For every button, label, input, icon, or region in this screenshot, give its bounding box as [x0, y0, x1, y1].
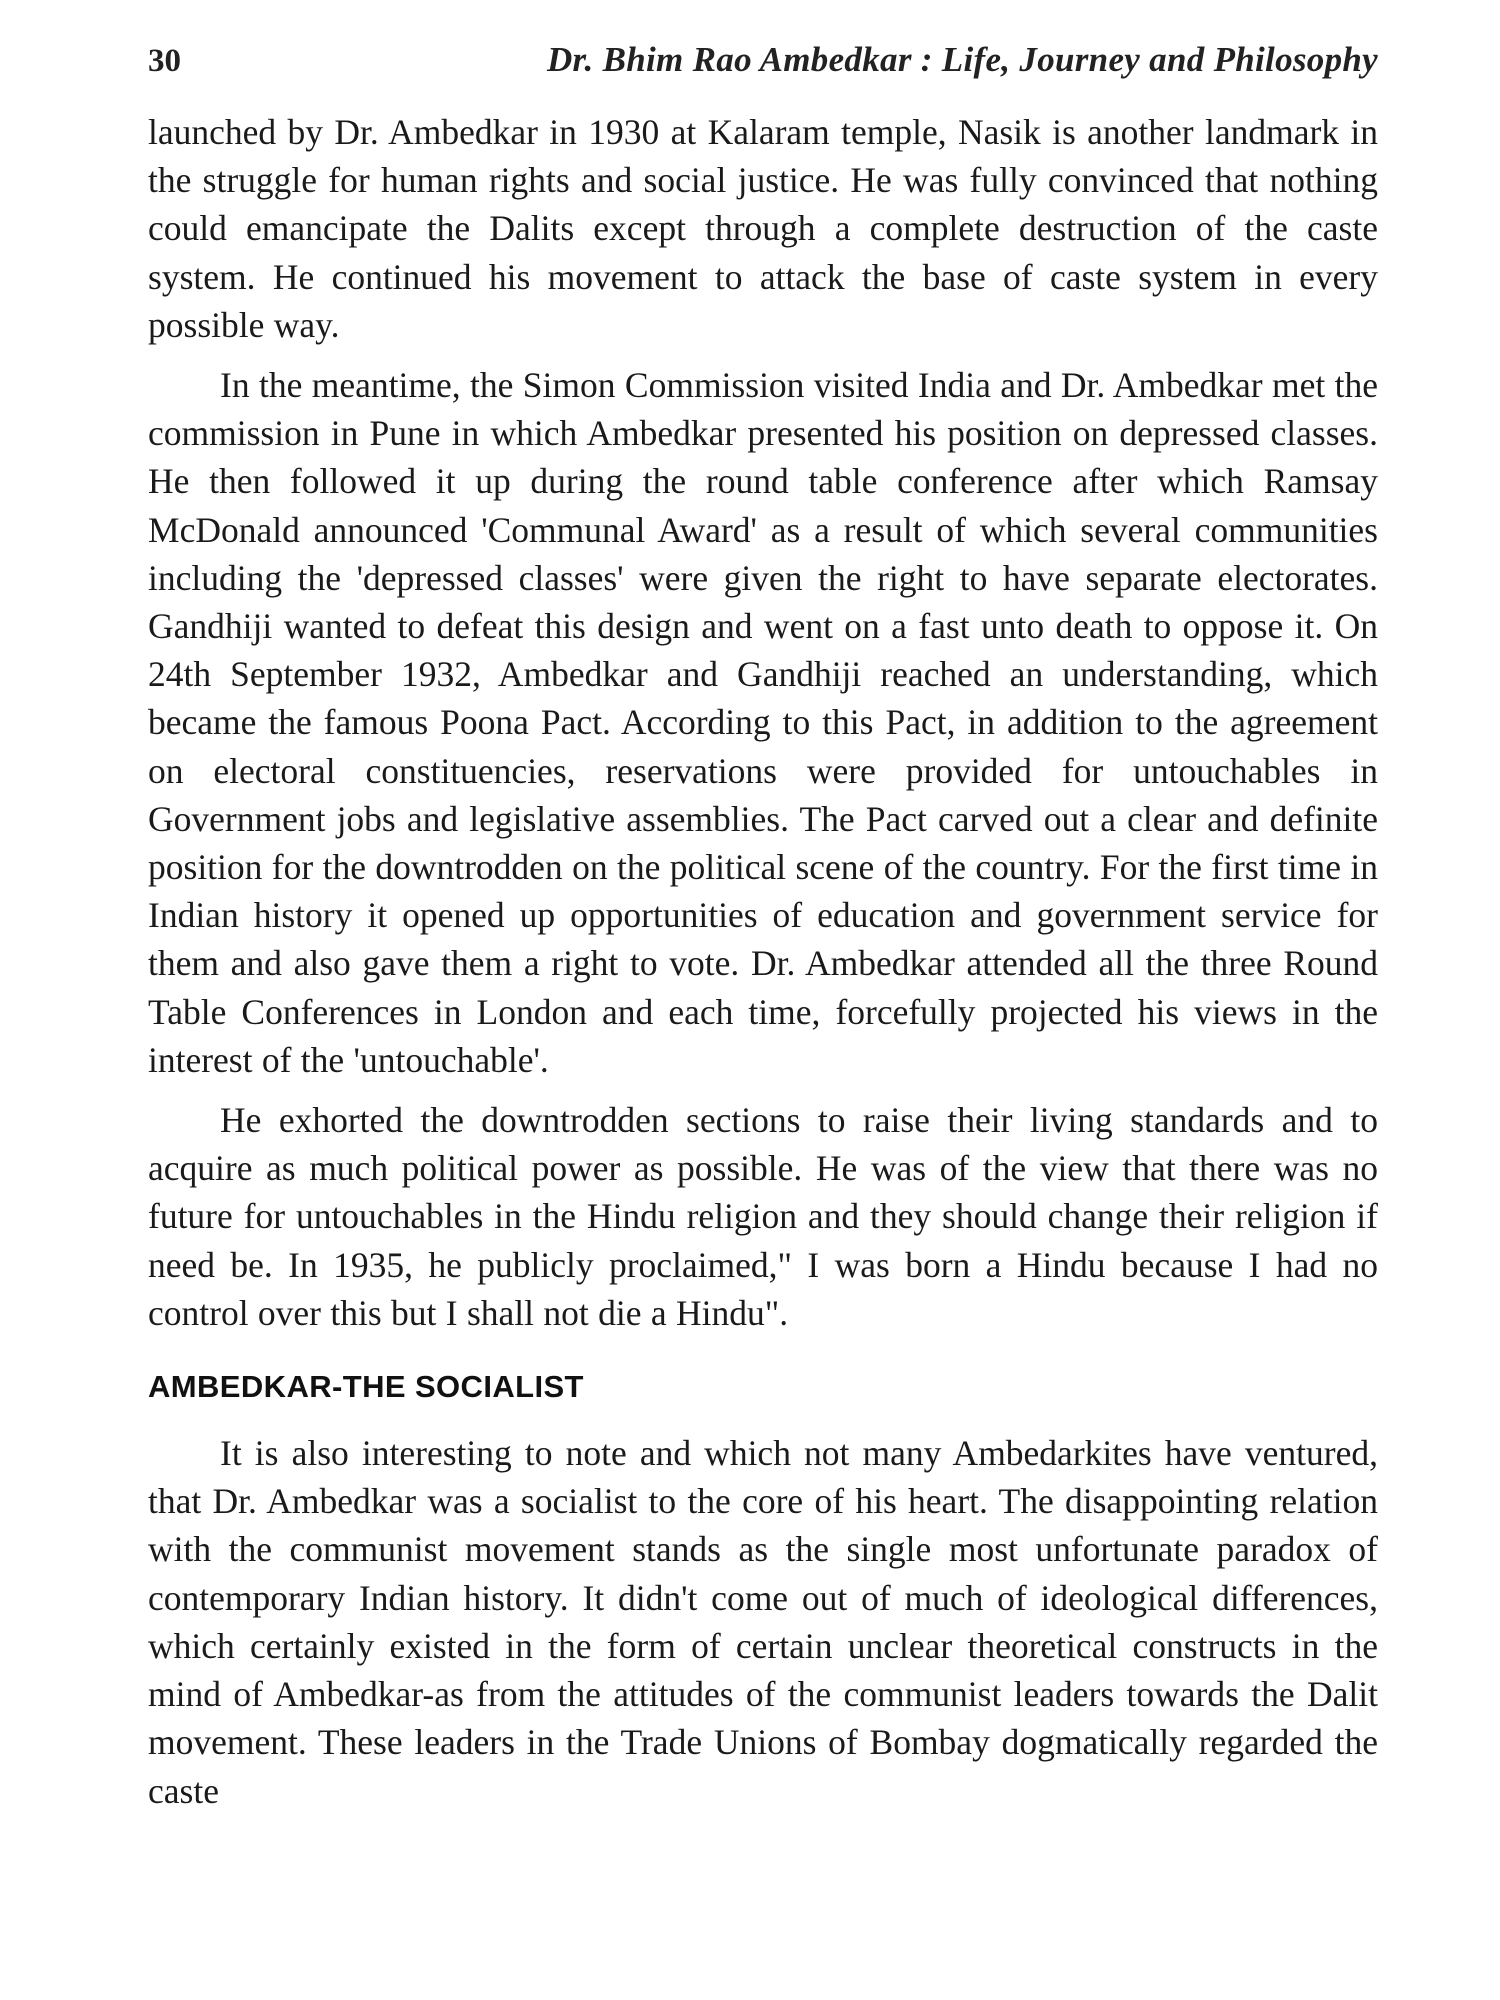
- paragraph-poona-pact: In the meantime, the Simon Commission visited India and Dr. Ambedkar met the commission in Pune in which Ambedkar presented his position on depressed classes. He then followed it up during the round table conference after which Ramsay McDonald announced 'Communal Award' as a result of which several communities including the 'depressed classes' were given the right to have separate electorates. Gandhiji wanted to defeat this design and went on a fast unto death to oppose it. On 24th September 1932, Ambedkar and Gandhiji reached an understanding, which became the famous Poona Pact. According to this Pact, in addition to the agreement on electoral constituencies, reservations were provided for untouchables in Government jobs and legislative assemblies. The Pact carved out a clear and definite position for the downtrodden on the political scene of the country. For the first time in Indian history it opened up opportunities of education and government service for them and also gave them a right to vote. Dr. Ambedkar attended all the three Round Table Conferences in London and each time, forcefully projected his views in the interest of the 'untouchable'.: [148, 365, 1378, 1080]
- book-title: Dr. Bhim Rao Ambedkar : Life, Journey and Philosophy: [546, 40, 1378, 79]
- paragraph-socialist: It is also interesting to note and which not many Ambedarkites have ventured, that Dr. Ambedkar was a socialist to the core of his heart. The disappointing relation with the communist movement stands as the single most unfortunate paradox of contemporary Indian history. It didn't come out of much of ideological differences, which certainly existed in the form of certain unclear theoretical constructs in the mind of Ambedkar-as from the attitudes of the communist leaders towards the Dalit movement. These leaders in the Trade Unions of Bombay dogmatically regarded the caste: [148, 1433, 1378, 1811]
- paragraph-hindu-proclamation: He exhorted the downtrodden sections to raise their living standards and to acquire as much political power as possible. He was of the view that there was no future for untouchables in the Hindu religion and they should change their religion if need be. In 1935, he publicly proclaimed," I was born a Hindu because I had no control over this but I shall not die a Hindu".: [148, 1100, 1378, 1333]
- book-page: [148, 40, 1378, 1827]
- section-heading: AMBEDKAR-THE SOCIALIST: [148, 1369, 584, 1405]
- paragraph-continued: launched by Dr. Ambedkar in 1930 at Kalaram temple, Nasik is another landmark in the struggle for human rights and social justice. He was fully convinced that nothing could emancipate the Dalits except through a complete destruction of the caste system. He continued his movement to attack the base of caste system in every possible way.: [148, 112, 1378, 345]
- running-header: [148, 40, 1378, 80]
- page-number: 30: [148, 43, 181, 79]
